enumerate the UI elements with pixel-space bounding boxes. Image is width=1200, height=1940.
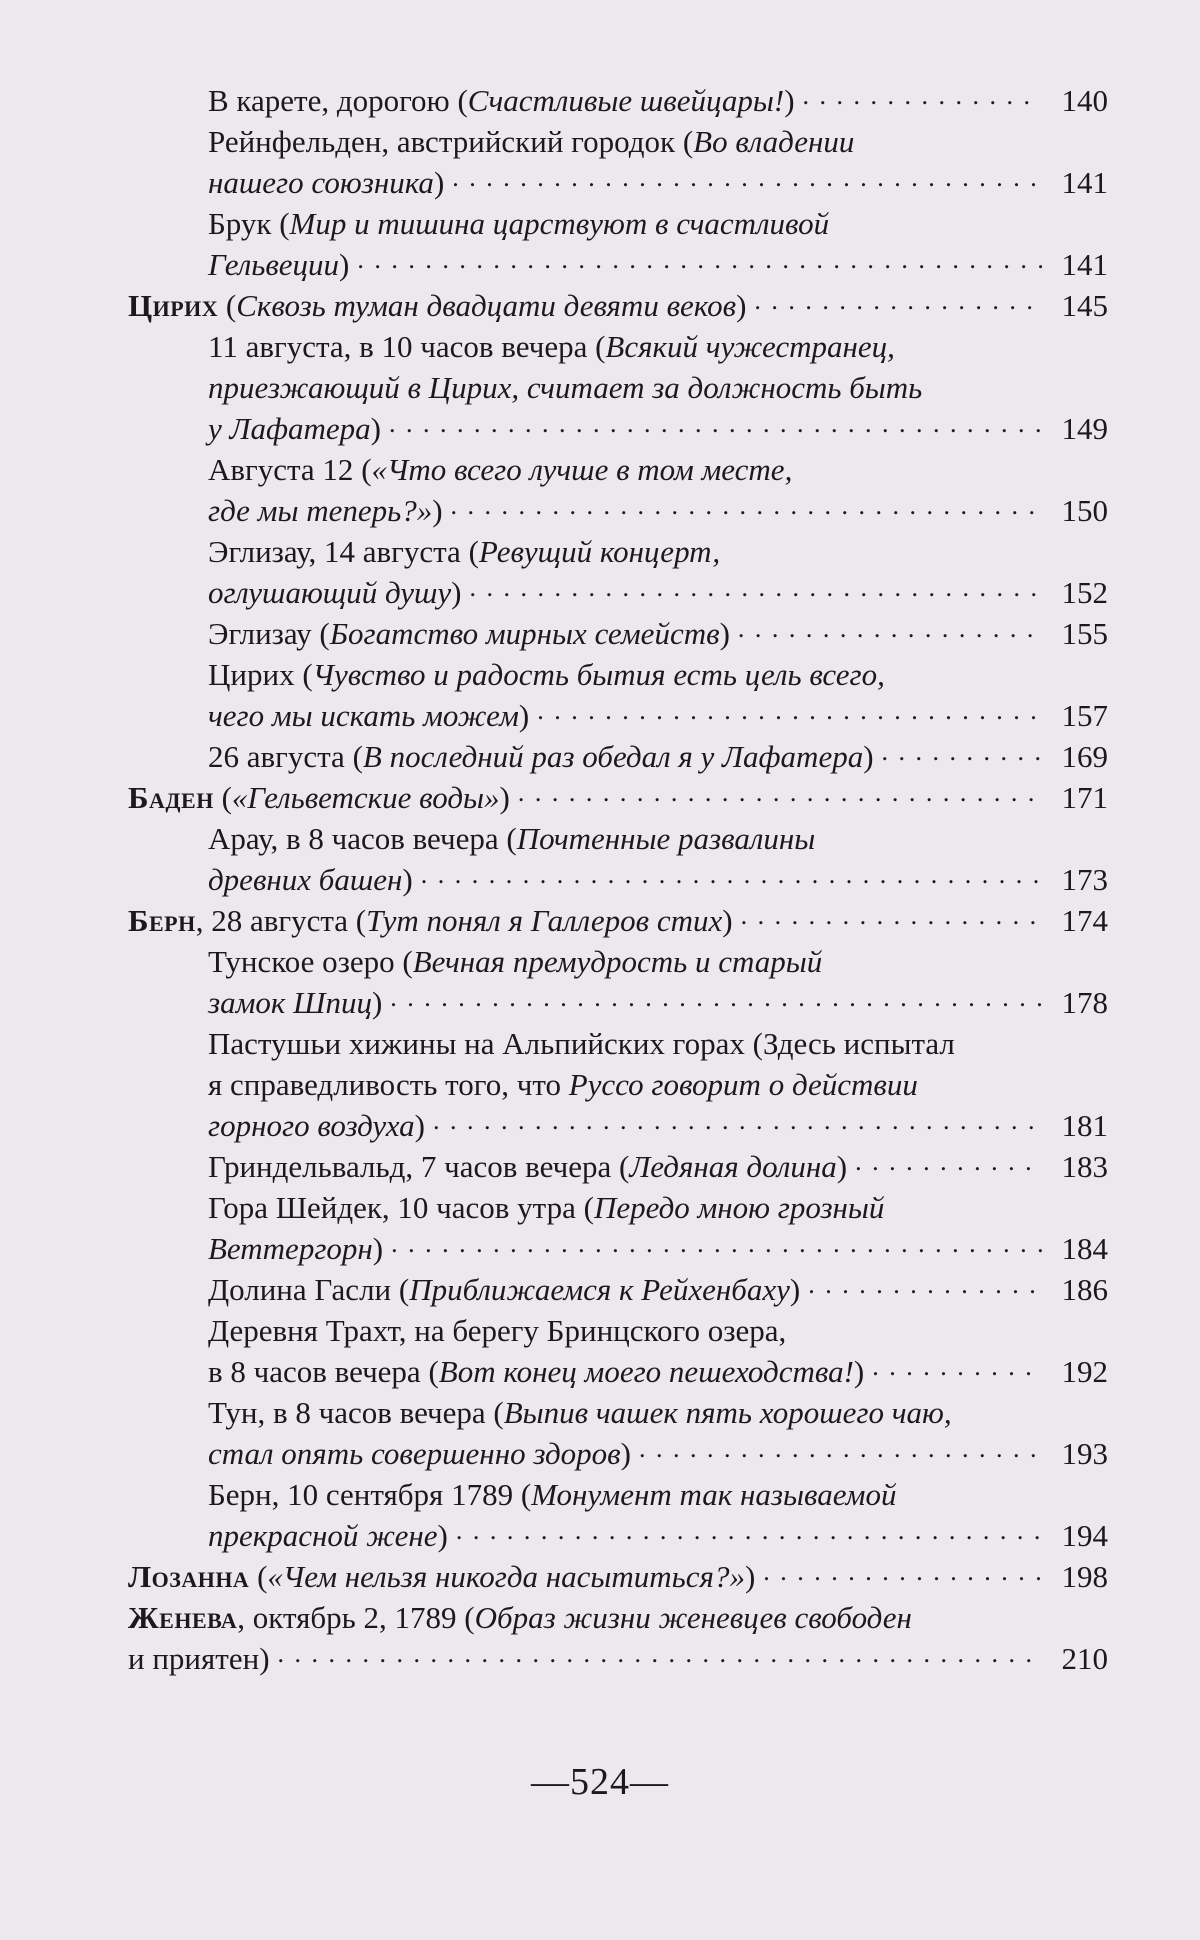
dot-leader (451, 501, 1042, 521)
toc-open-paren: ( (611, 1149, 630, 1184)
toc-place: 26 августа (208, 739, 345, 774)
toc-title: Выпив чашек пять хорошего чаю, (503, 1395, 952, 1430)
toc-close-paren: ) (259, 1641, 270, 1676)
toc-line (208, 736, 1108, 777)
toc-close-paren: ) (518, 698, 530, 733)
dot-leader (469, 583, 1042, 603)
toc-line (208, 1310, 1108, 1351)
toc-section-heading: Лозанна (128, 1559, 250, 1594)
toc-page-number: 157 (1061, 698, 1108, 733)
dot-leader (518, 788, 1042, 808)
toc-page-number: 183 (1061, 1149, 1108, 1184)
toc-open-paren: ( (456, 1600, 475, 1635)
toc-line (208, 244, 1108, 285)
toc-title: Во владении (693, 124, 855, 159)
toc-open-paren: ( (271, 206, 290, 241)
toc-open-paren: ( (294, 657, 313, 692)
toc-line-text (208, 1187, 884, 1228)
toc-place: в 8 часов вечера (208, 1354, 421, 1389)
dot-leader (391, 1239, 1042, 1259)
toc-place: Цирих (208, 657, 295, 692)
toc-line (208, 1023, 1108, 1064)
toc-line-text (208, 1515, 448, 1556)
dot-leader (803, 91, 1042, 111)
toc-title: Всякий чужестранец, (605, 329, 895, 364)
toc-close-paren: ) (370, 411, 381, 446)
toc-subentry (208, 449, 1108, 531)
toc-place: Августа 12 (208, 452, 354, 487)
toc-title: приезжающий в Цирих, считает за должность быть (208, 370, 923, 405)
toc-line (208, 982, 1108, 1023)
toc-line-text (208, 941, 822, 982)
toc-line-text (208, 613, 730, 654)
toc-close-paren: ) (339, 247, 350, 282)
toc-line-text (128, 900, 733, 941)
toc-place: Деревня Трахт, на берегу Бринцского озера, (208, 1313, 787, 1348)
toc-close-paren: ) (736, 288, 747, 323)
toc-page-number: 193 (1061, 1436, 1108, 1471)
toc-open-paren: ( (311, 616, 330, 651)
toc-section-heading: Женева (128, 1600, 238, 1635)
toc-line-text (208, 80, 795, 121)
toc-title: Счастливые швейцары! (467, 83, 785, 118)
table-of-contents (128, 80, 1108, 1679)
toc-line-text (128, 1556, 755, 1597)
toc-open-paren: ( (675, 124, 694, 159)
toc-line (208, 1351, 1108, 1392)
toc-title: Тут понял я Галлеров стих (366, 903, 723, 938)
toc-section-entry (128, 900, 1108, 941)
dot-leader (639, 1444, 1042, 1464)
toc-page-number: 186 (1061, 1272, 1108, 1307)
toc-title: Вечная премудрость и старый (412, 944, 823, 979)
toc-subentry (208, 1269, 1108, 1310)
toc-page-number: 145 (1061, 288, 1108, 323)
toc-line (208, 941, 1108, 982)
toc-line (208, 572, 1108, 613)
dot-leader (741, 911, 1042, 931)
toc-line (208, 695, 1108, 736)
toc-line-text (208, 1433, 631, 1474)
toc-title: Вот конец моего пешеходства! (438, 1354, 854, 1389)
dot-leader (882, 747, 1042, 767)
toc-place: Рейнфельден, австрийский городок (208, 124, 676, 159)
toc-subentry (208, 80, 1108, 121)
toc-line (208, 1515, 1108, 1556)
toc-place: Берн, 10 сентября 1789 (208, 1477, 514, 1512)
toc-close-paren: ) (836, 1149, 848, 1184)
toc-title: чего мы искать можем (208, 698, 519, 733)
toc-title: Ревущий концерт, (478, 534, 721, 569)
toc-title: Мир и тишина царствуют в счастливой (289, 206, 830, 241)
dot-leader (456, 1526, 1042, 1546)
toc-page-number: 210 (1061, 1641, 1108, 1676)
toc-title: Приближаемся к Рейхенбаху (409, 1272, 790, 1307)
toc-page-number: 171 (1061, 780, 1108, 815)
toc-open-paren: ( (420, 1354, 439, 1389)
toc-section-heading: Берн (128, 903, 196, 938)
toc-section-entry (128, 1556, 1108, 1597)
toc-page-number: 194 (1061, 1518, 1108, 1553)
toc-subentry (208, 531, 1108, 613)
dot-leader (754, 296, 1042, 316)
dot-leader (390, 993, 1042, 1013)
toc-line (208, 121, 1108, 162)
toc-title: где мы теперь?» (208, 493, 433, 528)
toc-open-paren: ( (218, 288, 237, 323)
toc-page-number: 173 (1061, 862, 1108, 897)
toc-line-text (208, 1023, 955, 1064)
toc-open-paren: ( (498, 821, 517, 856)
toc-title: прекрасной жене (208, 1518, 438, 1553)
toc-section-entry (128, 285, 1108, 326)
toc-subentry (208, 1187, 1108, 1269)
toc-close-paren: ) (863, 739, 874, 774)
toc-line-text (208, 203, 829, 244)
toc-line-text (208, 531, 720, 572)
toc-line (208, 367, 1108, 408)
toc-title: горного воздуха (208, 1108, 415, 1143)
toc-line (208, 1064, 1108, 1105)
toc-open-paren: ( (394, 944, 413, 979)
toc-close-paren: ) (789, 1272, 801, 1307)
toc-title: Передо мною грозный (593, 1190, 885, 1225)
toc-line (208, 162, 1108, 203)
toc-date: , 28 августа (195, 903, 349, 938)
toc-title: «Гельветские воды» (231, 780, 500, 815)
toc-close-paren: ) (722, 903, 733, 938)
toc-line (128, 1556, 1108, 1597)
dot-leader (808, 1280, 1042, 1300)
toc-title: «Чем нельзя никогда насытиться?» (267, 1559, 745, 1594)
toc-title: Здесь испытал (762, 1026, 955, 1061)
toc-title: Гельвеции (208, 247, 340, 282)
toc-title: Богатство мирных семейств (329, 616, 720, 651)
toc-close-paren: ) (437, 1518, 448, 1553)
toc-line (208, 531, 1108, 572)
toc-place: Гора Шейдек, 10 часов утра (208, 1190, 576, 1225)
toc-line-text (128, 1597, 912, 1638)
toc-title: и приятен (128, 1641, 260, 1676)
toc-line (208, 80, 1108, 121)
toc-line-text (208, 859, 413, 900)
toc-line (208, 326, 1108, 367)
toc-subentry (208, 1392, 1108, 1474)
toc-date: , октябрь 2, 1789 (237, 1600, 457, 1635)
toc-close-paren: ) (433, 165, 445, 200)
toc-open-paren: ( (213, 780, 232, 815)
toc-line (208, 613, 1108, 654)
toc-open-paren: ( (249, 1559, 268, 1594)
toc-close-paren: ) (414, 1108, 425, 1143)
toc-title: у Лафатера (208, 411, 371, 446)
toc-close-paren: ) (402, 862, 413, 897)
toc-subentry (208, 654, 1108, 736)
dot-leader (738, 624, 1042, 644)
toc-title: нашего союзника (208, 165, 434, 200)
toc-title: В последний раз обедал я у Лафатера (362, 739, 864, 774)
toc-open-paren: ( (353, 452, 372, 487)
toc-open-paren: ( (575, 1190, 594, 1225)
toc-open-paren: ( (513, 1477, 532, 1512)
toc-place: В карете, дорогою (208, 83, 450, 118)
dot-leader (421, 870, 1042, 890)
toc-line-text (208, 1228, 383, 1269)
toc-title: Руссо говорит о действии (568, 1067, 918, 1102)
toc-title: Ледяная долина (629, 1149, 837, 1184)
toc-line-text (208, 162, 444, 203)
toc-place: Эглизау (208, 616, 312, 651)
toc-line-text (208, 449, 792, 490)
toc-subentry (208, 203, 1108, 285)
dot-leader (433, 1116, 1042, 1136)
toc-close-paren: ) (784, 83, 795, 118)
dot-leader (872, 1362, 1042, 1382)
toc-close-paren: ) (372, 1231, 384, 1266)
toc-section-heading: Баден (128, 780, 214, 815)
toc-page-number: 181 (1061, 1108, 1108, 1143)
toc-page-number: 141 (1061, 165, 1108, 200)
toc-page-number: 174 (1061, 903, 1108, 938)
toc-line (128, 777, 1108, 818)
toc-close-paren: ) (451, 575, 462, 610)
toc-subentry (208, 1310, 1108, 1392)
toc-line-text (208, 1310, 786, 1351)
toc-title: «Что всего лучше в том месте, (371, 452, 793, 487)
toc-line (208, 1269, 1108, 1310)
dot-leader (357, 255, 1042, 275)
toc-open-paren: ( (460, 534, 479, 569)
toc-place: Эглизау, 14 августа (208, 534, 461, 569)
toc-line-text (208, 1064, 918, 1105)
toc-line (208, 859, 1108, 900)
toc-title: Сквозь туман двадцати девяти веков (236, 288, 737, 323)
toc-line-text (208, 982, 382, 1023)
toc-subentry (208, 818, 1108, 900)
toc-line-text (128, 1638, 270, 1679)
toc-subentry (208, 1146, 1108, 1187)
toc-line (208, 1433, 1108, 1474)
toc-page-number: 198 (1061, 1559, 1108, 1594)
toc-line-text (128, 285, 746, 326)
toc-close-paren: ) (744, 1559, 756, 1594)
toc-title: замок Шпиц (208, 985, 372, 1020)
toc-line (208, 654, 1108, 695)
toc-open-paren: ( (344, 739, 363, 774)
toc-title: древних башен (208, 862, 403, 897)
toc-subentry (208, 736, 1108, 777)
toc-line (208, 1392, 1108, 1433)
toc-page-number: 155 (1061, 616, 1108, 651)
toc-open-paren (561, 1067, 569, 1102)
toc-subentry (208, 1023, 1108, 1146)
toc-section-heading: Цирих (128, 288, 219, 323)
toc-page-number: 169 (1061, 739, 1108, 774)
toc-close-paren: ) (719, 616, 730, 651)
toc-place: Гриндельвальд, 7 часов вечера (208, 1149, 612, 1184)
toc-subentry (208, 121, 1108, 203)
toc-line-text (208, 1351, 864, 1392)
toc-open-paren: ( (485, 1395, 504, 1430)
toc-close-paren: ) (371, 985, 383, 1020)
dot-leader (278, 1649, 1042, 1669)
toc-place: Арау, в 8 часов вечера (208, 821, 499, 856)
toc-line (128, 1597, 1108, 1638)
toc-page-number: 192 (1061, 1354, 1108, 1389)
toc-line-text (208, 490, 443, 531)
dot-leader (452, 173, 1042, 193)
toc-page-number: 149 (1061, 411, 1108, 446)
toc-line (208, 1228, 1108, 1269)
page-number: —524— (531, 1761, 669, 1803)
toc-title: Монумент так называемой (531, 1477, 897, 1512)
toc-title: Почтенные развалины (516, 821, 816, 856)
toc-subentry (208, 326, 1108, 449)
toc-open-paren: ( (587, 329, 606, 364)
toc-line (128, 1638, 1108, 1679)
toc-line-text (208, 121, 854, 162)
toc-place: 11 августа, в 10 часов вечера (208, 329, 588, 364)
toc-line (208, 408, 1108, 449)
toc-page-number: 152 (1061, 575, 1108, 610)
dot-leader (389, 419, 1042, 439)
toc-line-text (208, 1105, 425, 1146)
toc-place: Тунское озеро (208, 944, 395, 979)
toc-line (208, 490, 1108, 531)
toc-close-paren: ) (853, 1354, 865, 1389)
toc-line-text (208, 244, 349, 285)
toc-line (208, 1146, 1108, 1187)
toc-place: Брук (208, 206, 272, 241)
toc-line-text (128, 777, 510, 818)
toc-line-text (208, 572, 461, 613)
toc-line (208, 203, 1108, 244)
toc-close-paren: ) (499, 780, 510, 815)
toc-page-number: 184 (1061, 1231, 1108, 1266)
toc-close-paren: ) (620, 1436, 631, 1471)
toc-line-text (208, 1146, 847, 1187)
toc-line-text (208, 736, 874, 777)
toc-line (208, 1474, 1108, 1515)
toc-line-text (208, 1392, 952, 1433)
dot-leader (763, 1567, 1042, 1587)
toc-line (128, 900, 1108, 941)
toc-place: Долина Гасли (208, 1272, 392, 1307)
toc-place: Тун, в 8 часов вечера (208, 1395, 486, 1430)
toc-line (208, 1105, 1108, 1146)
dot-leader (537, 706, 1042, 726)
toc-title: Веттергорн (208, 1231, 373, 1266)
toc-open-paren: ( (391, 1272, 410, 1307)
toc-line-text (208, 326, 895, 367)
toc-title: оглушающий душу (208, 575, 452, 610)
toc-close-paren: ) (432, 493, 443, 528)
toc-line (208, 818, 1108, 859)
toc-line-text (208, 1474, 896, 1515)
toc-page-number: 141 (1061, 247, 1108, 282)
toc-section-entry (128, 1597, 1108, 1679)
toc-subentry (208, 613, 1108, 654)
toc-open-paren: ( (348, 903, 367, 938)
toc-line (128, 285, 1108, 326)
toc-open-paren: ( (744, 1026, 763, 1061)
toc-title: Образ жизни женевцев свободен (474, 1600, 912, 1635)
toc-line-text (208, 654, 885, 695)
toc-place: Пастушьи хижины на Альпийских горах (208, 1026, 745, 1061)
toc-page-number: 178 (1061, 985, 1108, 1020)
toc-section-entry (128, 777, 1108, 818)
toc-subentry (208, 941, 1108, 1023)
toc-line-text (208, 367, 922, 408)
toc-place: я справедливость того, что (208, 1067, 561, 1102)
toc-subentry (208, 1474, 1108, 1556)
toc-title: стал опять совершенно здоров (208, 1436, 621, 1471)
toc-line (208, 449, 1108, 490)
toc-line-text (208, 408, 381, 449)
dot-leader (855, 1157, 1042, 1177)
toc-page-number: 150 (1061, 493, 1108, 528)
toc-title: Чувство и радость бытия есть цель всего, (312, 657, 885, 692)
toc-line (208, 1187, 1108, 1228)
toc-page-number: 140 (1061, 83, 1108, 118)
toc-line-text (208, 695, 529, 736)
toc-line-text (208, 818, 815, 859)
toc-open-paren: ( (449, 83, 468, 118)
toc-line-text (208, 1269, 800, 1310)
